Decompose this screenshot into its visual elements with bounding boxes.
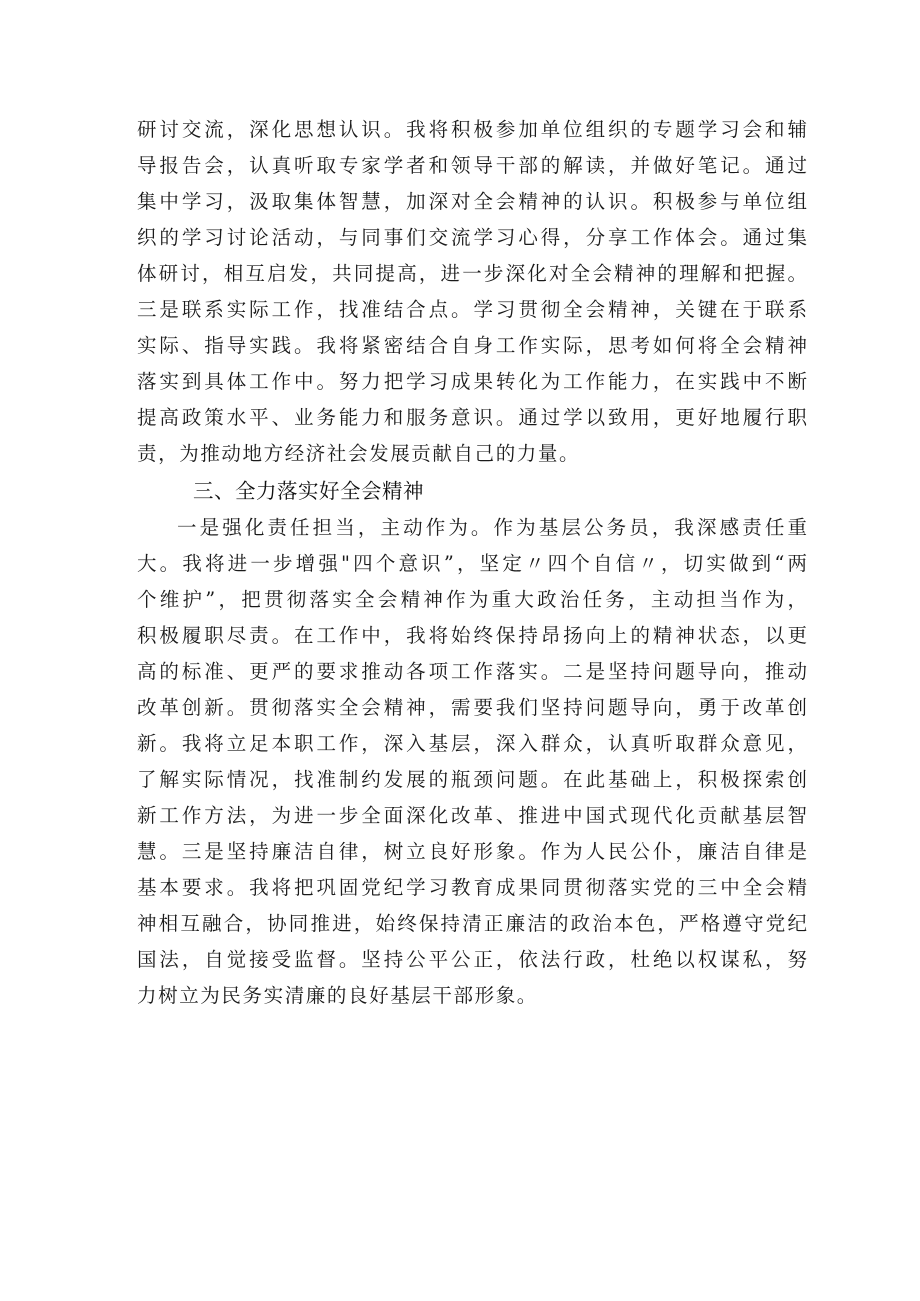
document-body bbox=[137, 112, 807, 1014]
paragraph-line: 三是联系实际工作，找准结合点。学习贯彻全会精神，关键在于联系 bbox=[137, 298, 807, 321]
paragraph-line: 提高政策水平、业务能力和服务意识。通过学以致用，更好地履行职 bbox=[137, 406, 807, 429]
paragraph-line: 慧。三是坚持廉洁自律，树立良好形象。作为人民公仆，廉洁自律是 bbox=[137, 840, 807, 863]
paragraph-line: 神相互融合，协同推进，始终保持清正廉洁的政治本色，严格遵守党纪 bbox=[137, 912, 807, 935]
paragraph-line: 集中学习，汲取集体智慧，加深对全会精神的认识。积极参与单位组 bbox=[137, 190, 807, 213]
section-heading: 三、全力落实好全会精神 bbox=[193, 479, 424, 503]
paragraph-line: 改革创新。贯彻落实全会精神，需要我们坚持问题导向，勇于改革创 bbox=[137, 696, 807, 719]
paragraph-line: 力树立为民务实清廉的良好基层干部形象。 bbox=[137, 984, 538, 1007]
paragraph-line: 积极履职尽责。在工作中，我将始终保持昂扬向上的精神状态，以更 bbox=[137, 624, 807, 647]
paragraph-line: 新。我将立足本职工作，深入基层，深入群众，认真听取群众意见， bbox=[137, 732, 807, 755]
paragraph-line: 研讨交流，深化思想认识。我将积极参加单位组织的专题学习会和辅 bbox=[137, 118, 807, 141]
paragraph-line: 高的标准、更严的要求推动各项工作落实。二是坚持问题导向，推动 bbox=[137, 660, 807, 683]
paragraph-line: 织的学习讨论活动，与同事们交流学习心得，分享工作体会。通过集 bbox=[137, 226, 807, 249]
paragraph-line: 实际、指导实践。我将紧密结合自身工作实际，思考如何将全会精神 bbox=[137, 334, 807, 357]
paragraph-line: 国法，自觉接受监督。坚持公平公正，依法行政，杜绝以权谋私，努 bbox=[137, 948, 807, 971]
paragraph-line: 体研讨，相互启发，共同提高，进一步深化对全会精神的理解和把握。 bbox=[137, 262, 807, 285]
paragraph-line: 责，为推动地方经济社会发展贡献自己的力量。 bbox=[137, 442, 581, 465]
paragraph-line: 个维护”，把贯彻落实全会精神作为重大政治任务，主动担当作为， bbox=[137, 588, 807, 611]
paragraph-line: 了解实际情况，找准制约发展的瓶颈问题。在此基础上，积极探索创 bbox=[137, 768, 807, 791]
paragraph-line: 落实到具体工作中。努力把学习成果转化为工作能力，在实践中不断 bbox=[137, 370, 807, 393]
paragraph-line: 导报告会，认真听取专家学者和领导干部的解读，并做好笔记。通过 bbox=[137, 154, 807, 177]
paragraph-line: 新工作方法，为进一步全面深化改革、推进中国式现代化贡献基层智 bbox=[137, 804, 807, 827]
paragraph-line: 一是强化责任担当，主动作为。作为基层公务员，我深感责任重 bbox=[177, 516, 807, 539]
paragraph-line: 大。我将进一步增强"四个意识”，坚定〃四个自信〃，切实做到“两 bbox=[137, 552, 807, 575]
paragraph-line: 基本要求。我将把巩固党纪学习教育成果同贯彻落实党的三中全会精 bbox=[137, 876, 807, 899]
